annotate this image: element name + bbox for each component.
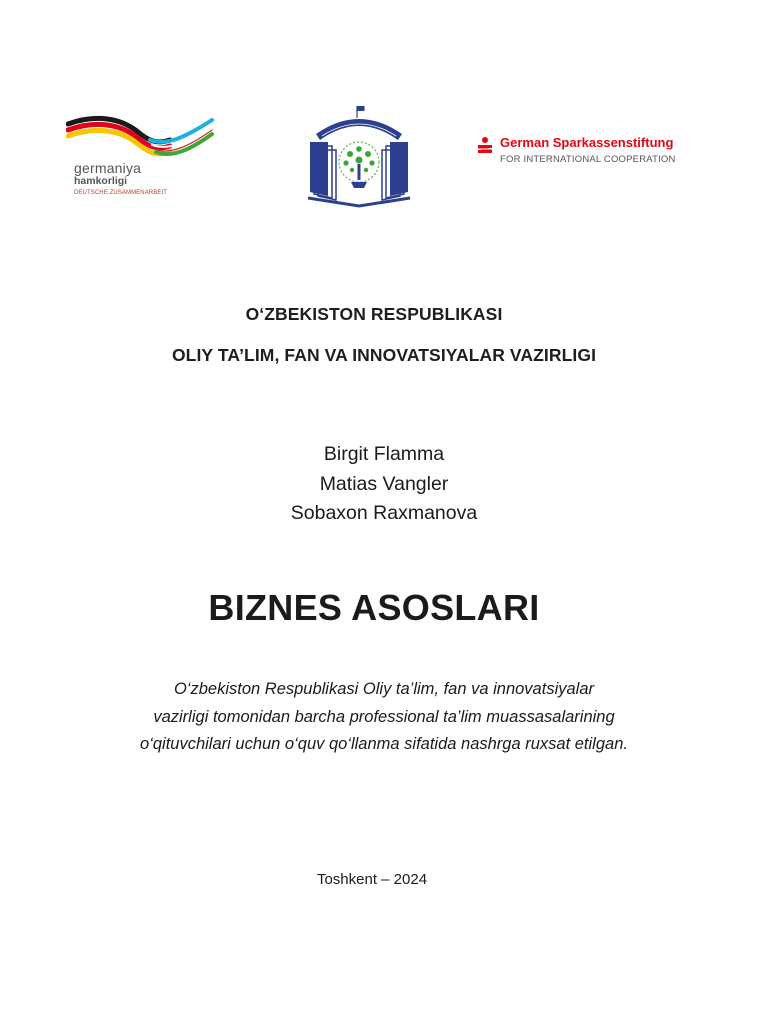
author-name: Sobaxon Raxmanova xyxy=(290,502,478,524)
hamkorligi-word: hamkorligi xyxy=(74,175,128,187)
sparkassenstiftung-name: German Sparkassenstiftung xyxy=(500,135,674,150)
germaniya-hamkorligi-logo xyxy=(66,110,216,200)
flag-waves-icon xyxy=(66,110,216,162)
ministry-emblem xyxy=(302,100,416,210)
german-sparkassenstiftung-logo xyxy=(476,134,706,174)
republic-heading: O‘ZBEKISTON RESPUBLIKASI xyxy=(245,304,503,324)
approval-line: o‘qituvchilari uchun o‘quv qo‘llanma sifatida nashrga ruxsat etilgan. xyxy=(140,735,628,753)
deutsche-zusammenarbeit-text: DEUTSCHE ZUSAMMENARBEIT xyxy=(74,190,167,196)
ministry-emblem-icon xyxy=(302,100,416,210)
place-year: Toshkent – 2024 xyxy=(316,871,428,888)
sparkassenstiftung-subtitle: FOR INTERNATIONAL COOPERATION xyxy=(500,154,676,165)
author-name: Birgit Flamma xyxy=(323,443,445,465)
logo-row xyxy=(0,100,768,220)
author-list xyxy=(0,440,768,529)
book-title: BIZNES ASOSLARI xyxy=(208,587,540,628)
author-name: Matias Vangler xyxy=(319,472,449,495)
approval-statement xyxy=(0,676,768,759)
approval-line: O‘zbekiston Respublikasi Oliy ta’lim, fan va innovatsiyalar xyxy=(173,680,594,698)
germaniya-word: germaniya xyxy=(74,160,142,176)
ministry-heading: OLIY TA’LIM, FAN VA INNOVATSIYALAR VAZIRLIGI xyxy=(171,345,597,365)
sparkasse-icon xyxy=(476,136,494,154)
approval-line: vazirligi tomonidan barcha professional ta’lim muassasalarining xyxy=(153,707,615,726)
